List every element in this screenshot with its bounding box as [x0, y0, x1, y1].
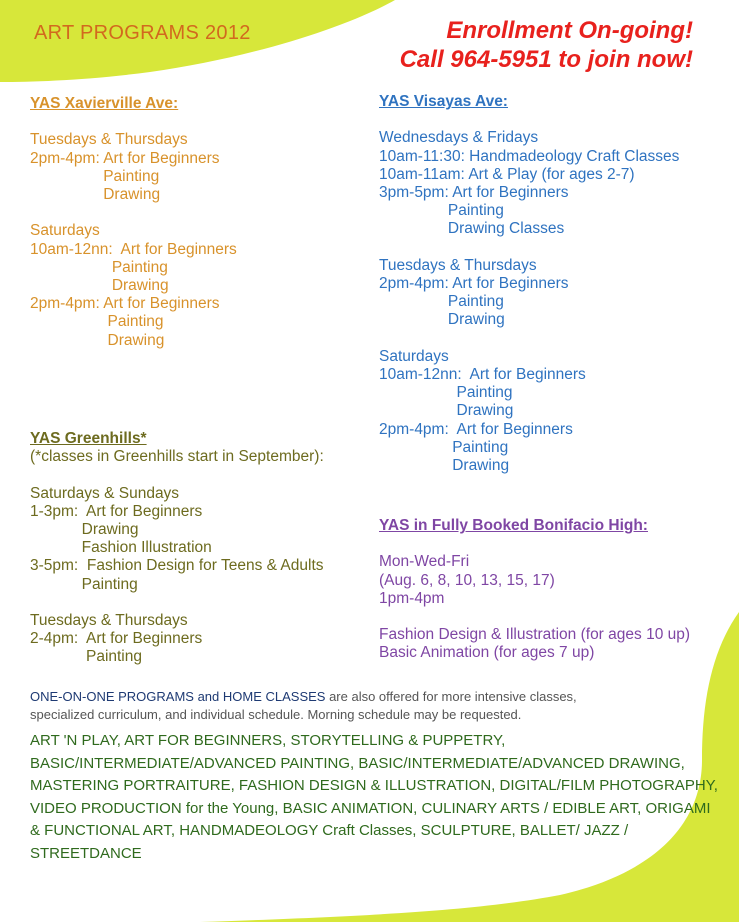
schedule-line: Tuesdays & Thursdays [30, 131, 188, 149]
bonifacio-heading: YAS in Fully Booked Bonifacio High: [379, 517, 648, 534]
schedule-line: 2pm-4pm: Art for Beginners [379, 275, 569, 292]
schedule-line [30, 594, 324, 612]
schedule-line: Drawing [379, 402, 514, 420]
schedule-line: Basic Animation (for ages 7 up) [379, 644, 595, 662]
program-list: ART 'N PLAY, ART FOR BEGINNERS, STORYTELLING & PUPPETRY, BASIC/INTERMEDIATE/ADVANCED PAINTING, BASIC/INTERMEDIATE/ADVANCED DRAWING, MASTERING PORTRAITURE, FASHION DESIGN & ILLUSTRATION, DIGITAL/FILM PHOTOGRAPHY, VIDEO PRODUCTION for the Young, BASIC ANIMATION, CULINARY ARTS / EDIBLE ART, ORIGAMI & FUNCTIONAL ART, HANDMADEOLOGY Craft Classes, SCULPTURE, BALLET/ JAZZ / STREETDANCE [30, 732, 718, 862]
enrollment-banner [400, 16, 693, 74]
schedule-line: 2pm-4pm: Art for Beginners [30, 295, 220, 313]
schedule-line [30, 204, 237, 222]
schedule-line: Painting [379, 293, 504, 311]
greenhills-schedule [30, 466, 324, 666]
schedule-line: Saturdays [379, 347, 449, 365]
greenhills-note: (*classes in Greenhills start in September): [30, 448, 324, 466]
schedule-line: 1pm-4pm [379, 589, 445, 607]
schedule-line [30, 466, 324, 484]
schedule-line: Drawing [30, 521, 139, 538]
schedule-line: (Aug. 6, 8, 10, 13, 15, 17) [379, 571, 555, 589]
greenhills-heading: YAS Greenhills* [30, 430, 147, 447]
schedule-line: Drawing Classes [379, 220, 565, 238]
schedule-line: Drawing [379, 311, 505, 329]
schedule-line: Saturdays & Sundays [30, 484, 180, 502]
schedule-line: Painting [379, 384, 513, 402]
schedule-line [379, 608, 690, 626]
schedule-line: Tuesdays & Thursdays [379, 256, 537, 274]
schedule-line: 2pm-4pm: Art for Beginners [30, 149, 220, 167]
bonifacio-schedule [379, 553, 690, 662]
one-on-one-lead: ONE-ON-ONE PROGRAMS and HOME CLASSES [30, 689, 326, 704]
schedule-line: 10am-12nn: Art for Beginners [379, 366, 586, 383]
schedule-line: Saturdays [30, 222, 100, 240]
page-title: ART PROGRAMS 2012 [34, 22, 251, 44]
bonifacio-section [379, 517, 690, 663]
one-on-one-info [30, 688, 720, 724]
schedule-line: 2-4pm: Art for Beginners [30, 630, 203, 648]
schedule-line: Painting [30, 575, 138, 593]
greenhills-section [30, 430, 324, 667]
schedule-line: Drawing [30, 186, 161, 203]
schedule-line: Mon-Wed-Fri [379, 553, 470, 571]
schedule-line: Painting [30, 167, 160, 185]
visayas-heading: YAS Visayas Ave: [379, 93, 508, 110]
one-on-one-text: are also offered for more intensive classes, [325, 689, 577, 704]
schedule-line: Painting [30, 313, 164, 331]
schedule-line: Fashion Design & Illustration (for ages 10 up) [379, 626, 691, 644]
schedule-line: Wednesdays & Fridays [379, 129, 539, 147]
schedule-line: 10am-12nn: Art for Beginners [30, 240, 237, 258]
schedule-line [379, 239, 679, 257]
schedule-line: Painting [379, 202, 504, 220]
schedule-line: Painting [30, 648, 142, 666]
schedule-line: 10am-11:30: Handmadeology Craft Classes [379, 147, 680, 165]
schedule-line: Fashion Illustration [30, 539, 212, 557]
schedule-line: 10am-11am: Art & Play (for ages 2-7) [379, 165, 635, 183]
visayas-section [379, 93, 679, 475]
xavierville-heading: YAS Xavierville Ave: [30, 95, 179, 112]
schedule-line: 1-3pm: Art for Beginners [30, 502, 203, 520]
schedule-line: 3-5pm: Fashion Design for Teens & Adults [30, 557, 324, 575]
schedule-line: 3pm-5pm: Art for Beginners [379, 184, 569, 201]
schedule-line: Painting [30, 258, 168, 276]
schedule-line: Drawing [379, 457, 510, 475]
enrollment-call-line: Call 964-5951 to join now! [399, 46, 693, 73]
xavierville-schedule [30, 131, 237, 349]
enrollment-line: Enrollment On-going! [446, 17, 693, 44]
one-on-one-text-2: specialized curriculum, and individual schedule. Morning schedule may be requested. [30, 707, 522, 722]
schedule-line: Tuesdays & Thursdays [30, 612, 188, 629]
xavierville-section [30, 95, 237, 350]
schedule-line: Drawing [30, 331, 165, 349]
schedule-line [379, 330, 679, 348]
visayas-schedule [379, 129, 679, 475]
schedule-line: 2pm-4pm: Art for Beginners [379, 420, 573, 438]
schedule-line: Painting [379, 438, 509, 456]
schedule-line: Drawing [30, 277, 169, 294]
